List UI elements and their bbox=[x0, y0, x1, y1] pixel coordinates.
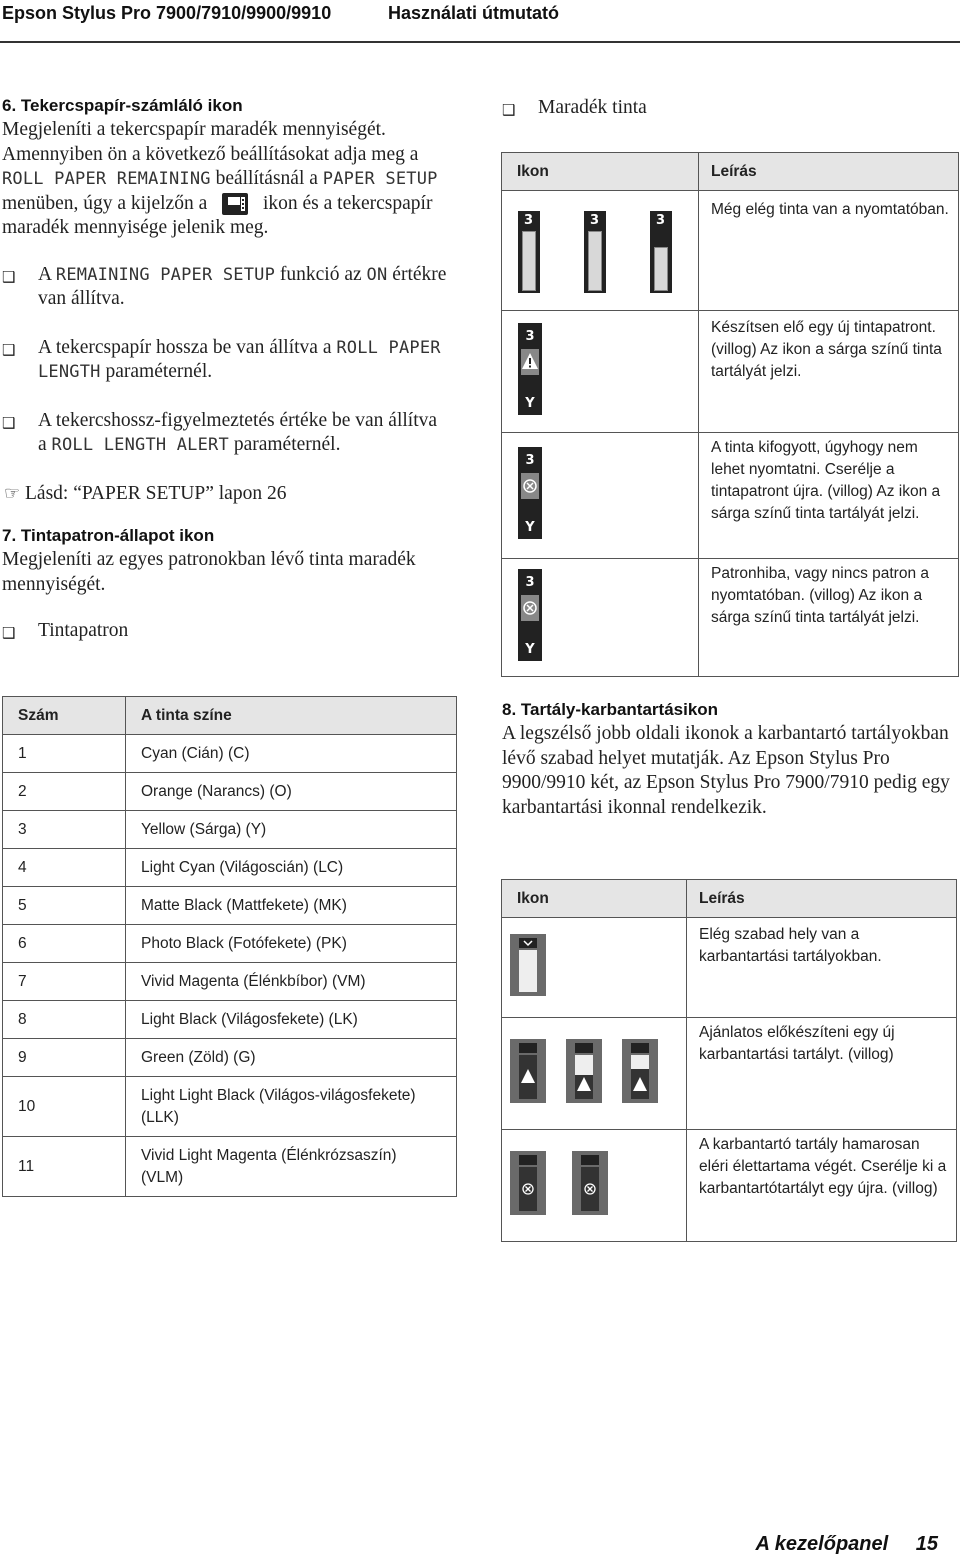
see-reference[interactable]: ☞ Lásd: “PAPER SETUP” lapon 26 bbox=[4, 482, 287, 504]
maintenance-tank-full-icons bbox=[510, 1151, 610, 1215]
table-row bbox=[3, 1001, 457, 1039]
maintenance-tank-warning-icons bbox=[510, 1039, 660, 1103]
ink-number-cell: 9 bbox=[3, 1039, 126, 1077]
ink-number-cell: 8 bbox=[3, 1001, 126, 1039]
ink-color-cell: Matte Black (Mattfekete) (MK) bbox=[126, 887, 457, 925]
description-cell: A karbantartó tartály hamarosan eléri élettartama végét. Cserélje ki a karbantartótartályt egy újra. (villog) bbox=[687, 1130, 957, 1242]
ink-empty-error-icon bbox=[518, 447, 542, 539]
document-title: Epson Stylus Pro 7900/7910/9900/9910 bbox=[2, 3, 332, 23]
table-row bbox=[3, 1137, 457, 1197]
maintenance-tank-ok-icon bbox=[510, 934, 546, 996]
section-6-body: Megjeleníti a tekercspapír maradék mennyiségét. Amennyiben ön a következő beállításokat adja meg a ROLL PAPER REMAINING beállításnál a PAPER SETUP menüben, úgy a kijelzőn a ikon és a tekercspapír maradék mennyisége jelenik meg. bbox=[2, 119, 438, 239]
column-header-description: Leírás bbox=[687, 880, 957, 918]
svg-text:Y: Y bbox=[525, 520, 535, 535]
ink-number-cell: 1 bbox=[3, 735, 126, 773]
checkbox-bullet-icon: ❑ bbox=[502, 101, 516, 119]
ink-status-table bbox=[501, 152, 959, 677]
table-row bbox=[502, 918, 957, 1018]
ink-warning-icon-cell bbox=[502, 311, 699, 433]
table-row bbox=[3, 1077, 457, 1137]
svg-text:Y: Y bbox=[525, 396, 535, 411]
table-row bbox=[3, 925, 457, 963]
page-footer bbox=[756, 1533, 938, 1556]
maintenance-tank-table bbox=[501, 879, 957, 1242]
header-divider bbox=[0, 41, 960, 43]
section-8-heading: 8. Tartály-karbantartásikon bbox=[502, 700, 719, 719]
svg-text:Y: Y bbox=[525, 642, 535, 657]
bullet-remaining: ❑ A REMAINING PAPER SETUP funkció az ON értékre van állítva. bbox=[2, 263, 447, 310]
maintenance-warning-icons-cell bbox=[502, 1018, 687, 1130]
ink-level-mid-icon: 3 bbox=[584, 211, 606, 293]
section-6-heading: 6. Tekercspapír-számláló ikon bbox=[2, 96, 243, 115]
checkbox-bullet-icon: ❑ bbox=[2, 340, 16, 359]
ink-empty-icon-cell bbox=[502, 433, 699, 559]
table-row bbox=[502, 191, 959, 311]
table-row bbox=[3, 849, 457, 887]
page-header bbox=[0, 0, 960, 30]
ink-number-cell: 5 bbox=[3, 887, 126, 925]
description-cell: Patronhiba, vagy nincs patron a nyomtatóban. (villog) Az ikon a sárga színű tinta tartályát jelzi. bbox=[699, 559, 959, 677]
ink-number-cell: 2 bbox=[3, 773, 126, 811]
section-7-body: Megjeleníti az egyes patronokban lévő tinta maradék mennyiségét. bbox=[2, 549, 416, 595]
svg-text:3: 3 bbox=[525, 329, 535, 344]
page-number: 15 bbox=[915, 1533, 938, 1555]
table-row bbox=[3, 1039, 457, 1077]
ink-level-low-icon: 3 bbox=[650, 211, 672, 293]
column-header-color: A tinta színe bbox=[126, 697, 457, 735]
maintenance-ok-icon-cell bbox=[502, 918, 687, 1018]
ink-color-cell: Photo Black (Fotófekete) (PK) bbox=[126, 925, 457, 963]
ink-number-cell: 4 bbox=[3, 849, 126, 887]
section-8 bbox=[502, 700, 952, 820]
ink-color-cell: Green (Zöld) (G) bbox=[126, 1039, 457, 1077]
checkbox-bullet-icon: ❑ bbox=[2, 413, 16, 432]
document-subtitle: Használati útmutató bbox=[388, 3, 560, 23]
description-cell: Elég szabad hely van a karbantartási tartályokban. bbox=[687, 918, 957, 1018]
bullet-ink-cartridge: ❑ Tintapatron bbox=[2, 619, 472, 644]
description-cell: Készítsen elő egy új tintapatront. (villog) Az ikon a sárga színű tinta tartályát jelzi. bbox=[699, 311, 959, 433]
table-row bbox=[3, 811, 457, 849]
maintenance-full-icons-cell bbox=[502, 1130, 687, 1242]
roll-paper-icon bbox=[220, 192, 250, 216]
ink-number-cell: 3 bbox=[3, 811, 126, 849]
checkbox-bullet-icon: ❑ bbox=[2, 267, 16, 286]
checkbox-bullet-icon: ❑ bbox=[2, 624, 16, 643]
table-row bbox=[502, 311, 959, 433]
column-header-icon: Ikon bbox=[502, 153, 699, 191]
ink-number-cell: 11 bbox=[3, 1137, 126, 1197]
ink-color-cell: Vivid Light Magenta (Élénkrózsaszín) (VLM) bbox=[126, 1137, 457, 1197]
section-8-body: A legszélső jobb oldali ikonok a karbantartó tartályokban lévő szabad helyet mutatják. Az Epson Stylus Pro 9900/9910 két, az Epson Stylus Pro 7900/7910 pedig egy karbantartási ikonnal rendelkezik. bbox=[502, 723, 950, 818]
ink-color-cell: Yellow (Sárga) (Y) bbox=[126, 811, 457, 849]
left-column bbox=[2, 96, 472, 644]
cartridge-error-icon-cell bbox=[502, 559, 699, 677]
ink-levels-icons bbox=[502, 191, 699, 311]
ink-number-cell: 6 bbox=[3, 925, 126, 963]
column-header-description: Leírás bbox=[699, 153, 959, 191]
ink-level-full-icon: 3 bbox=[518, 211, 540, 293]
column-header-number: Szám bbox=[3, 697, 126, 735]
ink-number-cell: 10 bbox=[3, 1077, 126, 1137]
table-row bbox=[3, 773, 457, 811]
bullet-roll-length: ❑ A tekercspapír hossza be van állítva a ROLL PAPER LENGTH paraméternél. bbox=[2, 336, 441, 383]
footer-section-name: A kezelőpanel bbox=[755, 1533, 889, 1555]
table-row bbox=[3, 735, 457, 773]
table-row bbox=[3, 963, 457, 1001]
table-row bbox=[502, 1130, 957, 1242]
ink-color-cell: Light Cyan (Világoscián) (LC) bbox=[126, 849, 457, 887]
ink-color-cell: Light Light Black (Világos-világosfekete) (LLK) bbox=[126, 1077, 457, 1137]
description-cell: A tinta kifogyott, úgyhogy nem lehet nyomtatni. Cserélje a tintapatront újra. (villog) Az ikon a sárga színű tinta tartályát jelzi. bbox=[699, 433, 959, 559]
description-cell: Ajánlatos előkészíteni egy új karbantartási tartályt. (villog) bbox=[687, 1018, 957, 1130]
bullet-length-alert: ❑ A tekercshossz-figyelmeztetés értéke be van állítva a ROLL LENGTH ALERT paraméternél. bbox=[2, 409, 438, 456]
ink-color-cell: Light Black (Világosfekete) (LK) bbox=[126, 1001, 457, 1039]
svg-text:3: 3 bbox=[525, 575, 535, 590]
ink-color-cell: Vivid Magenta (Élénkbíbor) (VM) bbox=[126, 963, 457, 1001]
cartridge-error-icon bbox=[518, 569, 542, 661]
pointing-hand-icon: ☞ bbox=[4, 482, 21, 504]
ink-color-table bbox=[2, 696, 457, 1197]
svg-text:3: 3 bbox=[525, 453, 535, 468]
ink-color-cell: Orange (Narancs) (O) bbox=[126, 773, 457, 811]
ink-number-cell: 7 bbox=[3, 963, 126, 1001]
ink-low-warning-icon bbox=[518, 323, 542, 415]
section-7-heading: 7. Tintapatron-állapot ikon bbox=[2, 526, 215, 546]
bullet-remaining-ink: ❑ Maradék tinta bbox=[502, 96, 960, 121]
table-row bbox=[502, 1018, 957, 1130]
ink-color-cell: Cyan (Cián) (C) bbox=[126, 735, 457, 773]
description-cell: Még elég tinta van a nyomtatóban. bbox=[699, 191, 959, 311]
column-header-icon: Ikon bbox=[502, 880, 687, 918]
table-row bbox=[3, 887, 457, 925]
table-row bbox=[502, 559, 959, 677]
table-row bbox=[502, 433, 959, 559]
